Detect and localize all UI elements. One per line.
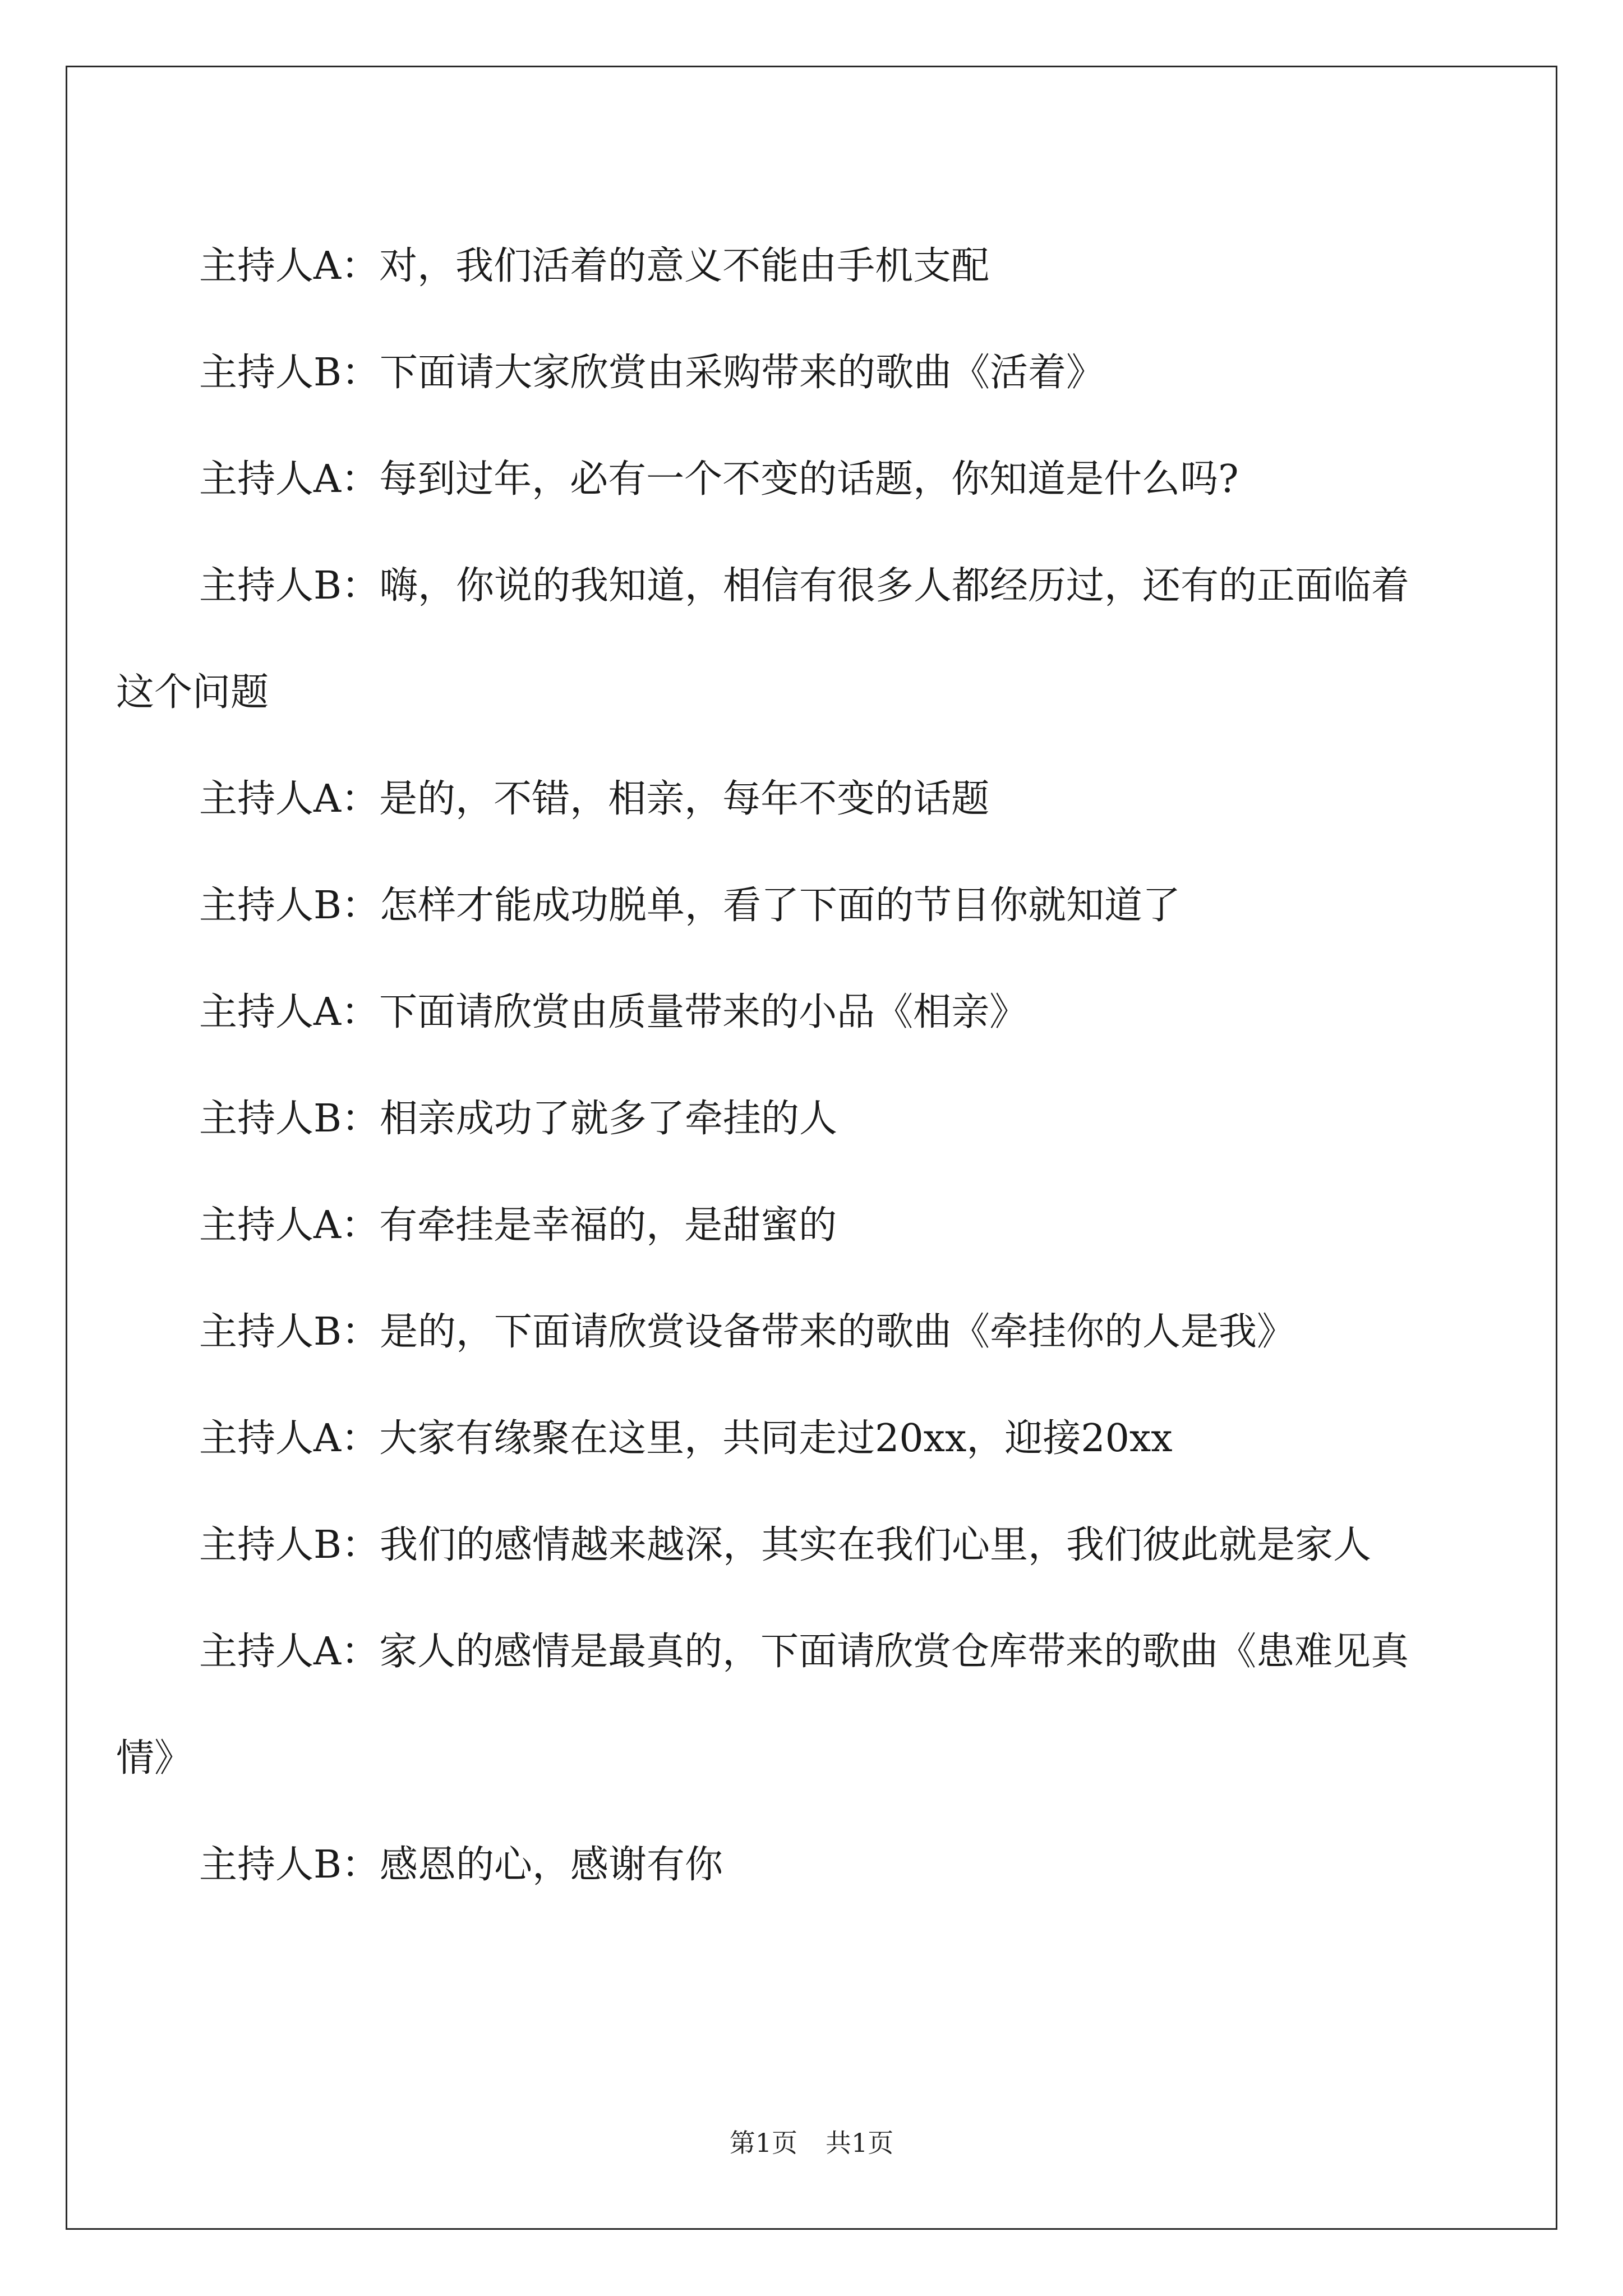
- dialogue-line-14: 主持人B：感恩的心，感谢有你: [199, 1843, 723, 1887]
- dialogue-line-6: 主持人B：怎样才能成功脱单，看了下面的节目你就知道了: [199, 884, 1181, 928]
- page-number-current: 第1页: [729, 2128, 797, 2158]
- document-body: [116, 213, 1436, 1918]
- dialogue-line-13: 主持人A：家人的感情是最真的，下面请欣赏仓库带来的歌曲《患难见真情》: [116, 1630, 1409, 1780]
- dialogue-line-4: 主持人B：嗨，你说的我知道，相信有很多人都经历过，还有的正面临着这个问题: [116, 564, 1409, 715]
- page-number-total: 共1页: [826, 2128, 894, 2158]
- dialogue-line-11: 主持人A：大家有缘聚在这里，共同走过20xx，迎接20xx: [199, 1416, 1173, 1461]
- dialogue-line-3: 主持人A：每到过年，必有一个不变的话题，你知道是什么吗?: [199, 457, 1239, 501]
- page-footer: [0, 2126, 1623, 2160]
- dialogue-line-1: 主持人A：对，我们活着的意义不能由手机支配: [199, 244, 990, 288]
- dialogue-line-8: 主持人B：相亲成功了就多了牵挂的人: [199, 1097, 837, 1141]
- dialogue-line-2: 主持人B：下面请大家欣赏由采购带来的歌曲《活着》: [199, 351, 1104, 395]
- dialogue-line-9: 主持人A：有牵挂是幸福的，是甜蜜的: [199, 1203, 837, 1248]
- dialogue-line-7: 主持人A：下面请欣赏由质量带来的小品《相亲》: [199, 990, 1028, 1034]
- dialogue-line-10: 主持人B：是的，下面请欣赏设备带来的歌曲《牵挂你的人是我》: [199, 1310, 1295, 1354]
- dialogue-line-12: 主持人B：我们的感情越来越深，其实在我们心里，我们彼此就是家人: [199, 1523, 1371, 1567]
- dialogue-line-5: 主持人A：是的，不错，相亲，每年不变的话题: [199, 777, 990, 821]
